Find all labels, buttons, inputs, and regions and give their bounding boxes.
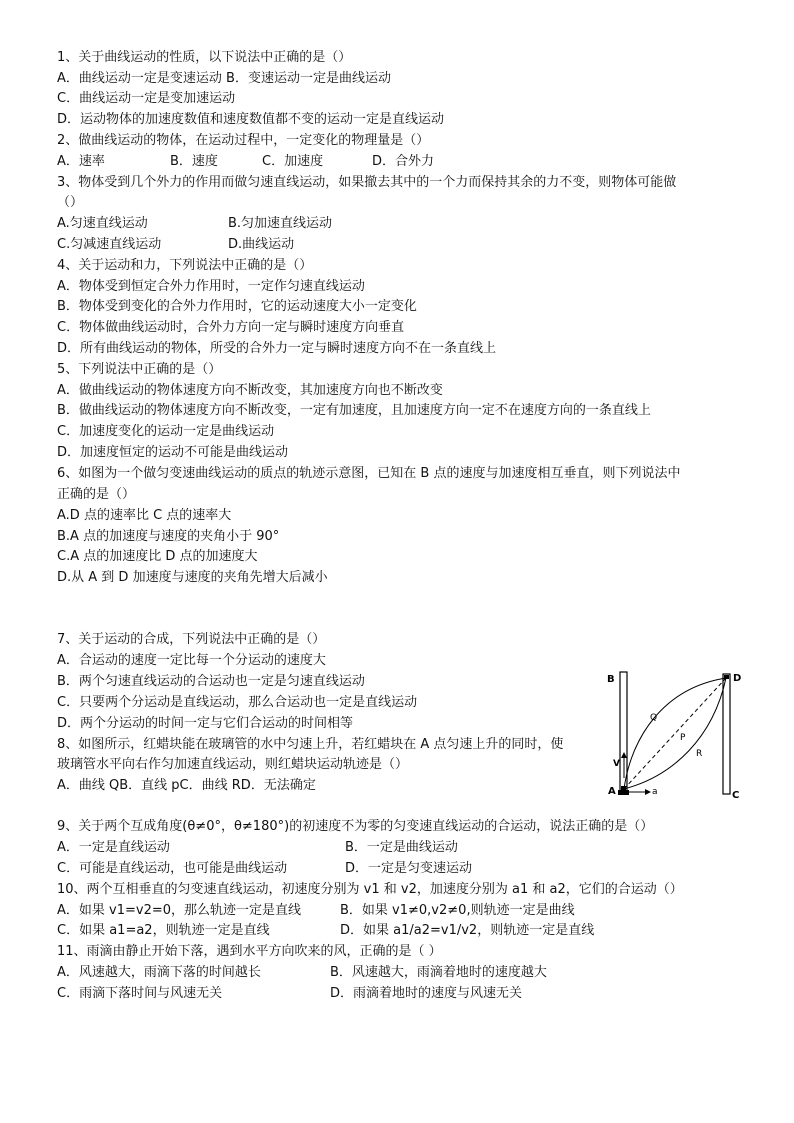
q4-option-b: B．物体受到变化的合外力作用时，它的运动速度大小一定变化 [57,299,417,314]
q9-option-d: D．一定是匀变速运动 [345,861,473,876]
q3-option-c: C.匀减速直线运动 [57,237,162,252]
q8-options: A．曲线 QB．直线 pC．曲线 RD．无法确定 [57,778,316,793]
q8-stem: 8、如图所示，红蜡块能在玻璃管的水中匀速上升，若红蜡块在 A 点匀速上升的同时，使 [57,737,564,752]
q1-stem: 1、关于曲线运动的性质，以下说法中正确的是（） [57,50,352,65]
label-a-accel: a [652,787,658,797]
q9-option-b: B．一定是曲线运动 [345,840,458,855]
q11-option-c: C．雨滴下落时间与风速无关 [57,986,223,1001]
q1-option-c: C．曲线运动一定是变加速运动 [57,91,236,106]
q5-option-b: B．做曲线运动的物体速度方向不断改变，一定有加速度，且加速度方向一定不在速度方向的一条直线上 [57,403,651,418]
q6-option-c: C.A 点的加速度比 D 点的加速度大 [57,549,258,564]
q7-option-c: C．只要两个分运动是直线运动，那么合运动也一定是直线运动 [57,695,418,710]
q7-option-d: D．两个分运动的时间一定与它们合运动的时间相等 [57,716,354,731]
q2-option-d: D．合外力 [372,154,435,169]
q2-option-a: A．速率 [57,154,105,169]
q3-option-d: D.曲线运动 [228,237,295,252]
q10-option-c: C．如果 a1=a2，则轨迹一定是直线 [57,923,270,938]
label-r: R [696,749,703,759]
q11-option-a: A．风速越大，雨滴下落的时间越长 [57,965,261,980]
q5-option-a: A．做曲线运动的物体速度方向不断改变，其加速度方向也不断改变 [57,383,443,398]
label-b: B [607,674,615,685]
q6-option-a: A.D 点的速率比 C 点的速率大 [57,508,232,523]
wax-block-start [621,786,626,790]
q2-option-b: B．速度 [170,154,218,169]
wax-block-end [724,675,729,679]
q4-option-c: C．物体做曲线运动时，合外力方向一定与瞬时速度方向垂直 [57,320,405,335]
q6-stem: 6、如图为一个做匀变速曲线运动的质点的轨迹示意图，已知在 B 点的速度与加速度相互垂直，则下列说法中 [57,466,681,481]
velocity-arrowhead [621,752,627,758]
q1-option-ab: A．曲线运动一定是变速运动 B．变速运动一定是曲线运动 [57,71,391,86]
label-c: C [732,790,740,801]
q10-option-d: D．如果 a1/a2=v1/v2，则轨迹一定是直线 [340,923,595,938]
q3-option-a: A.匀速直线运动 [57,216,148,231]
q8-stem-cont: 玻璃管水平向右作匀加速直线运动，则红蜡块运动轨迹是（） [57,757,409,772]
q6-option-b: B.A 点的加速度与速度的夹角小于 90° [57,529,280,544]
q4-option-d: D．所有曲线运动的物体，所受的合外力一定与瞬时速度方向不在一条直线上 [57,341,497,356]
q2-stem: 2、做曲线运动的物体，在运动过程中，一定变化的物理量是（） [57,133,430,148]
q11-stem: 11、雨滴由静止开始下落，遇到水平方向吹来的风，正确的是（ ） [57,944,442,959]
q3-stem: 3、物体受到几个外力的作用而做匀速直线运动，如果撤去其中的一个力而保持其余的力不变，则物体可能做 [57,175,677,190]
acceleration-arrowhead [645,789,651,795]
label-q: Q [650,713,658,723]
q3-stem-cont: （） [57,195,84,210]
q10-stem: 10、两个互相垂直的匀变速直线运动，初速度分别为 v1 和 v2，加速度分别为 a1 和 a2，它们的合运动（） [57,882,683,897]
q3-option-b: B.匀加速直线运动 [228,216,333,231]
q4-option-a: A．物体受到恒定合外力作用时，一定作匀速直线运动 [57,279,365,294]
q6-stem-cont: 正确的是（） [57,487,136,502]
q2-option-c: C．加速度 [262,154,324,169]
label-d: D [733,673,742,684]
q10-option-a: A．如果 v1=v2=0，那么轨迹一定是直线 [57,903,302,918]
q11-option-d: D．雨滴着地时的速度与风速无关 [330,986,523,1001]
label-p: P [680,733,686,743]
q11-option-b: B．风速越大，雨滴着地时的速度越大 [330,965,547,980]
q9-stem: 9、关于两个互成角度(θ≠0°，θ≠180°)的初速度不为零的匀变速直线运动的合运动，说法正确的是（） [57,819,654,834]
q5-stem: 5、下列说法中正确的是（） [57,362,222,377]
line-p [624,678,726,789]
q10-option-b: B．如果 v1≠0,v2≠0,则轨迹一定是曲线 [340,903,575,918]
glass-tube-figure [603,668,753,803]
q6-option-d: D.从 A 到 D 加速度与速度的夹角先增大后减小 [57,570,328,585]
label-a-point: A [608,786,616,797]
q4-stem: 4、关于运动和力，下列说法中正确的是（） [57,258,313,273]
q5-option-c: C．加速度变化的运动一定是曲线运动 [57,424,275,439]
q9-option-a: A．一定是直线运动 [57,840,170,855]
q7-option-b: B．两个匀速直线运动的合运动也一定是匀速直线运动 [57,674,365,689]
right-glass-tube [723,674,730,794]
q9-option-c: C．可能是直线运动，也可能是曲线运动 [57,861,288,876]
q1-option-d: D．运动物体的加速度数值和速度数值都不变的运动一定是直线运动 [57,112,445,127]
q7-option-a: A．合运动的速度一定比每一个分运动的速度大 [57,653,326,668]
q5-option-d: D．加速度恒定的运动不可能是曲线运动 [57,445,289,460]
label-v: V [613,759,620,769]
q7-stem: 7、关于运动的合成，下列说法中正确的是（） [57,632,326,647]
